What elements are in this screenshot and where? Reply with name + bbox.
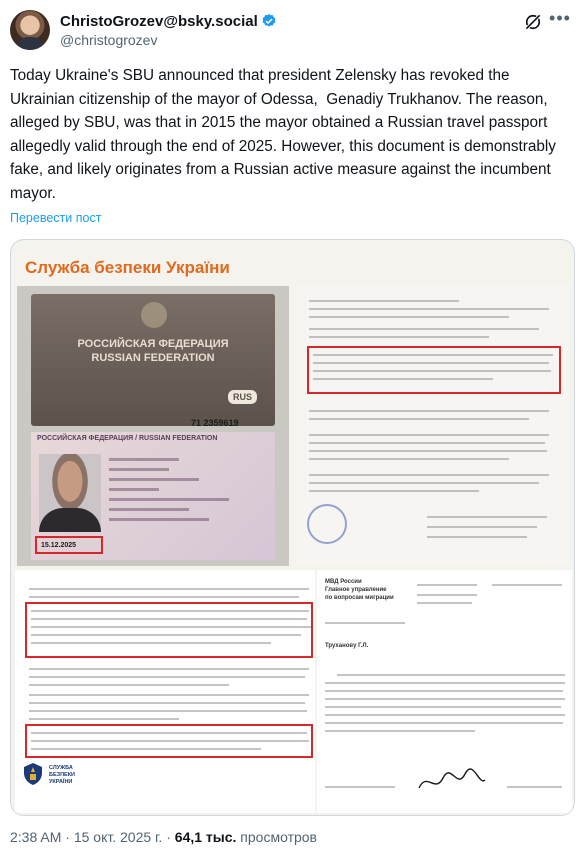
- avatar-shirt: [16, 37, 44, 50]
- meta-separator: ·: [61, 829, 74, 845]
- signature-icon: [417, 766, 487, 796]
- letter-text-line: [507, 786, 562, 788]
- migration-authority-letter: [317, 570, 572, 813]
- passport-page-header: РОССИЙСКАЯ ФЕДЕРАЦИЯ / RUSSIAN FEDERATION: [37, 435, 218, 442]
- letter-text-line: [325, 706, 561, 708]
- letter-text-line: [313, 370, 551, 372]
- excerpt-text-line: [29, 596, 299, 598]
- letter-text-line: [427, 536, 527, 538]
- letter-text-line: [309, 474, 549, 476]
- excerpt-text-line: [31, 634, 301, 636]
- author-name-row: [60, 11, 277, 31]
- tweet-text: Today Ukraine's SBU announced that president Zelensky has revoked the Ukrainian citizenship of the mayor of Odessa, Genadiy Trukhanov. The reason, alleged by SBU, was that in 2015 the mayor obtained a Russian travel passport allegedly valid through the end of 2025. However, this document is demonstrably fake, and likely originates from a Russian active measure against the incumbent mayor.: [10, 67, 561, 202]
- letter-text-line: [325, 690, 563, 692]
- letter-addressee: Трухановy Г.Л.: [325, 643, 369, 649]
- coat-of-arms-icon: [141, 302, 167, 328]
- letter-text-line: [325, 622, 405, 624]
- letter-text-line: [309, 328, 539, 330]
- post-time[interactable]: 2:38 AM: [10, 829, 62, 845]
- excerpt-text-line: [29, 702, 305, 704]
- letter-text-line: [325, 722, 563, 724]
- excerpt-text-line: [31, 740, 309, 742]
- passport-photo-panel: [17, 286, 289, 566]
- excerpt-text-line: [31, 626, 311, 628]
- letter-text-line: [309, 442, 545, 444]
- passport-expiry-date: 15.12.2025: [41, 542, 77, 549]
- letter-authority-header: МВД России Главное управление по вопросам миграции: [325, 579, 394, 601]
- letter-text-line: [309, 300, 459, 302]
- sbu-shield-icon: [21, 762, 45, 786]
- letter-text-line: [417, 594, 477, 596]
- excerpt-text-line: [29, 588, 309, 590]
- letter-text-line: [309, 490, 479, 492]
- letter-text-line: [492, 584, 562, 586]
- excerpt-text-line: [29, 668, 309, 670]
- passport-text-line: [109, 458, 179, 461]
- letter-text-line: [325, 682, 565, 684]
- excerpt-text-line: [31, 642, 271, 644]
- author-handle[interactable]: @christogrozev: [60, 32, 158, 48]
- tweet-header: [10, 10, 575, 52]
- passport-number: 71 2359619: [191, 418, 239, 428]
- passport-cover-subtitle: RUSSIAN FEDERATION: [91, 352, 215, 364]
- excerpt-text-line: [29, 684, 229, 686]
- excerpt-text-line: [31, 748, 261, 750]
- passport-text-line: [109, 478, 199, 481]
- letter-text-line: [313, 378, 493, 380]
- attached-image[interactable]: [10, 239, 575, 816]
- more-options-icon[interactable]: •••: [549, 8, 571, 28]
- letter-text-line: [309, 434, 549, 436]
- letter-text-line: [325, 698, 565, 700]
- official-letter-page: [297, 286, 570, 566]
- grok-icon[interactable]: [523, 12, 543, 32]
- post-date[interactable]: 15 окт. 2025 г.: [73, 829, 163, 845]
- letter-text-line: [417, 602, 472, 604]
- passport-data-page: [31, 432, 275, 560]
- letter-text-line: [309, 316, 509, 318]
- official-stamp-icon: [307, 504, 347, 544]
- letter-text-line: [417, 584, 477, 586]
- passport-text-line: [109, 498, 229, 501]
- letter-text-line: [313, 362, 549, 364]
- meta-separator: ·: [162, 829, 175, 845]
- passport-text-line: [109, 518, 209, 521]
- letter-text-line: [309, 450, 547, 452]
- excerpt-text-line: [31, 732, 307, 734]
- letter-text-line: [309, 418, 529, 420]
- passport-text-line: [109, 488, 159, 491]
- display-name[interactable]: ChristoGrozev@bsky.social: [60, 12, 258, 30]
- tweet-metadata: [10, 829, 317, 845]
- excerpt-text-line: [29, 710, 307, 712]
- passport-cover: [31, 294, 275, 426]
- excerpt-text-line: [29, 694, 309, 696]
- letter-text-line: [427, 526, 537, 528]
- sbu-emblem-label: СЛУЖБА БЕЗПЕКИ УКРАЇНИ: [49, 765, 75, 785]
- letter-text-line: [309, 458, 509, 460]
- letter-text-line: [313, 354, 553, 356]
- letter-text-line: [325, 714, 565, 716]
- letter-text-line: [309, 336, 489, 338]
- excerpt-text-line: [31, 618, 307, 620]
- views-count: 64,1 тыс.: [174, 829, 237, 845]
- letter-text-line: [427, 516, 547, 518]
- letter-text-line: [325, 786, 395, 788]
- passport-cover-title: РОССИЙСКАЯ ФЕДЕРАЦИЯ: [77, 338, 229, 350]
- letter-text-line: [309, 410, 549, 412]
- verified-badge-icon: [261, 13, 277, 29]
- passport-text-line: [109, 468, 169, 471]
- letter-text-line: [337, 674, 565, 676]
- excerpt-text-line: [29, 676, 305, 678]
- letter-text-line: [325, 730, 475, 732]
- regulation-excerpt-page: [15, 570, 315, 813]
- letter-text-line: [309, 308, 549, 310]
- letter-text-line: [309, 482, 539, 484]
- passport-text-line: [109, 508, 189, 511]
- rus-badge: RUS: [228, 390, 257, 404]
- translate-post-link[interactable]: Перевести пост: [10, 211, 102, 225]
- excerpt-text-line: [29, 718, 179, 720]
- sbu-image-title: Служба безпеки України: [25, 258, 230, 277]
- avatar[interactable]: [10, 10, 50, 50]
- excerpt-text-line: [31, 610, 309, 612]
- views-label: просмотров: [236, 829, 317, 845]
